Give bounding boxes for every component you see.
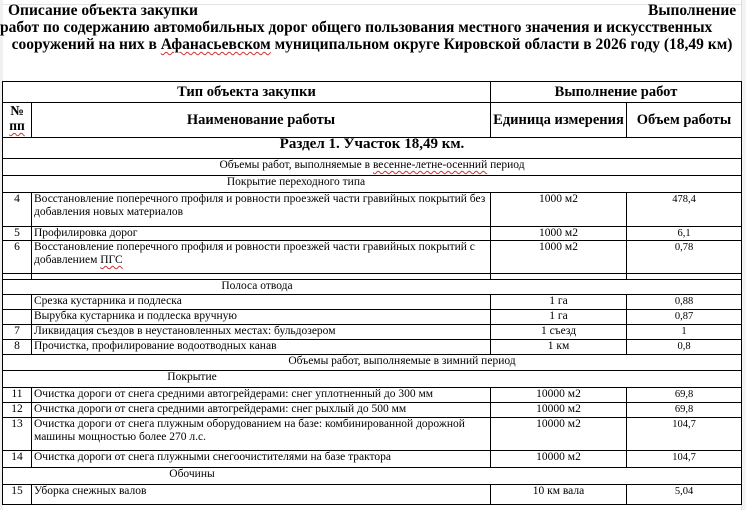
header-number [3,103,32,138]
row-name: Очистка дороги от снега плужным оборудованием на базе: комбинированной дорожной машины мощностью более 270 л.с. [32,418,491,451]
row-volume: 0,87 [627,310,742,325]
group-row [3,280,742,295]
period-row [3,355,742,371]
row-unit: 1 га [491,310,627,325]
row-unit: 1000 м2 [491,193,627,227]
row-volume: 69,8 [627,388,742,403]
row-volume: 0,8 [627,340,742,355]
row-unit: 1000 м2 [491,227,627,241]
table-row [3,227,742,241]
row-name: Уборка снежных валов [32,485,491,505]
execution-label: Выполнение [648,2,737,19]
row-number: 11 [3,388,32,403]
period-winter: Объемы работ, выполняемые в зимний период [3,355,742,371]
title-text: сооружений на них в [11,36,161,53]
row-unit: 10000 м2 [491,418,627,451]
row-name: Восстановление поперечного профиля и ровности проезжей части гравийных покрытий без добавления новых материалов [32,193,491,227]
row-number: 5 [3,227,32,241]
row-number: 13 [3,418,32,451]
document-title-line-2 [0,36,744,54]
group-surface: Покрытие [3,371,742,388]
row-unit: 1 съезд [491,325,627,340]
table-row [3,418,742,451]
row-volume: 104,7 [627,451,742,468]
row-unit: 1 км [491,340,627,355]
row-unit: 10000 м2 [491,388,627,403]
row-name-text: Восстановление поперечного профиля и ровности проезжей части гравийных покрытий с добавлением [34,241,475,266]
row-number: 4 [3,193,32,227]
table-column-headers [3,103,742,138]
period-text: период [487,159,525,171]
period-text: Объемы работ, выполняемые в [219,159,373,171]
header-work-name: Наименование работы [32,103,491,138]
header-volume: Объем работы [627,103,742,138]
table-row [3,325,742,340]
title-text-spellcheck: Афанасьевском [160,36,271,53]
row-volume: 69,8 [627,403,742,418]
title-text: муниципальном округе Кировской области в 2026 году (18,49 км) [270,36,733,53]
row-number: 14 [3,451,32,468]
row-volume: 0,88 [627,295,742,310]
row-number: 15 [3,485,32,505]
row-volume: 1 [627,325,742,340]
group-row [3,176,742,193]
row-name: Вырубка кустарника и подлеска вручную [32,310,491,325]
row-unit: 10000 м2 [491,403,627,418]
row-unit: 10000 м2 [491,451,627,468]
row-name: Профилировка дорог [32,227,491,241]
row-volume: 478,4 [627,193,742,227]
table-row [3,241,742,274]
table-row [3,451,742,468]
header-number-symbol: № [10,103,24,118]
procurement-object-label: Описание объекта закупки [8,2,198,19]
row-unit: 1000 м2 [491,241,627,274]
table-row [3,295,742,310]
row-name: Очистка дороги от снега плужными снегоочистителями на базе трактора [32,451,491,468]
group-row [3,371,742,388]
section-title: Раздел 1. Участок 18,49 км. [3,138,742,159]
row-number [3,310,32,325]
period-summer [3,159,742,176]
header-number-abbr: пп [9,118,25,133]
group-row [3,468,742,485]
row-volume: 104,7 [627,418,742,451]
works-table [2,81,742,505]
group-shoulders: Обочины [3,468,742,485]
period-text-spellcheck: весенне-летне-осенний [372,159,488,171]
table-row [3,193,742,227]
row-number [3,295,32,310]
document-title-line-1: работ по содержанию автомобильных дорог общего пользования местного значения и искусственных [0,19,713,36]
group-transitional: Покрытие переходного типа [3,176,742,193]
header-execution: Выполнение работ [491,82,742,103]
table-row [3,485,742,505]
row-volume: 0,78 [627,241,742,274]
table-row [3,403,742,418]
table-row [3,340,742,355]
row-name-abbr: ПГС [100,254,123,266]
row-number: 7 [3,325,32,340]
row-volume: 6,1 [627,227,742,241]
row-name: Ликвидация съездов в неустановленных местах: бульдозером [32,325,491,340]
period-row [3,159,742,176]
row-number: 6 [3,241,32,274]
table-row [3,388,742,403]
row-name [32,241,491,274]
row-number: 8 [3,340,32,355]
row-name: Очистка дороги от снега средними автогрейдерами: снег рыхлый до 500 мм [32,403,491,418]
row-number: 12 [3,403,32,418]
row-unit: 10 км вала [491,485,627,505]
row-volume: 5,04 [627,485,742,505]
row-name: Прочистка, профилирование водоотводных канав [32,340,491,355]
group-right-of-way: Полоса отвода [3,280,742,295]
table-header-row [3,82,742,103]
header-unit: Единица измерения [491,103,627,138]
row-unit: 1 га [491,295,627,310]
table-row [3,310,742,325]
row-name: Срезка кустарника и подлеска [32,295,491,310]
header-object-type: Тип объекта закупки [3,82,491,103]
row-name: Очистка дороги от снега средними автогрейдерами: снег уплотненный до 300 мм [32,388,491,403]
section-row [3,138,742,159]
